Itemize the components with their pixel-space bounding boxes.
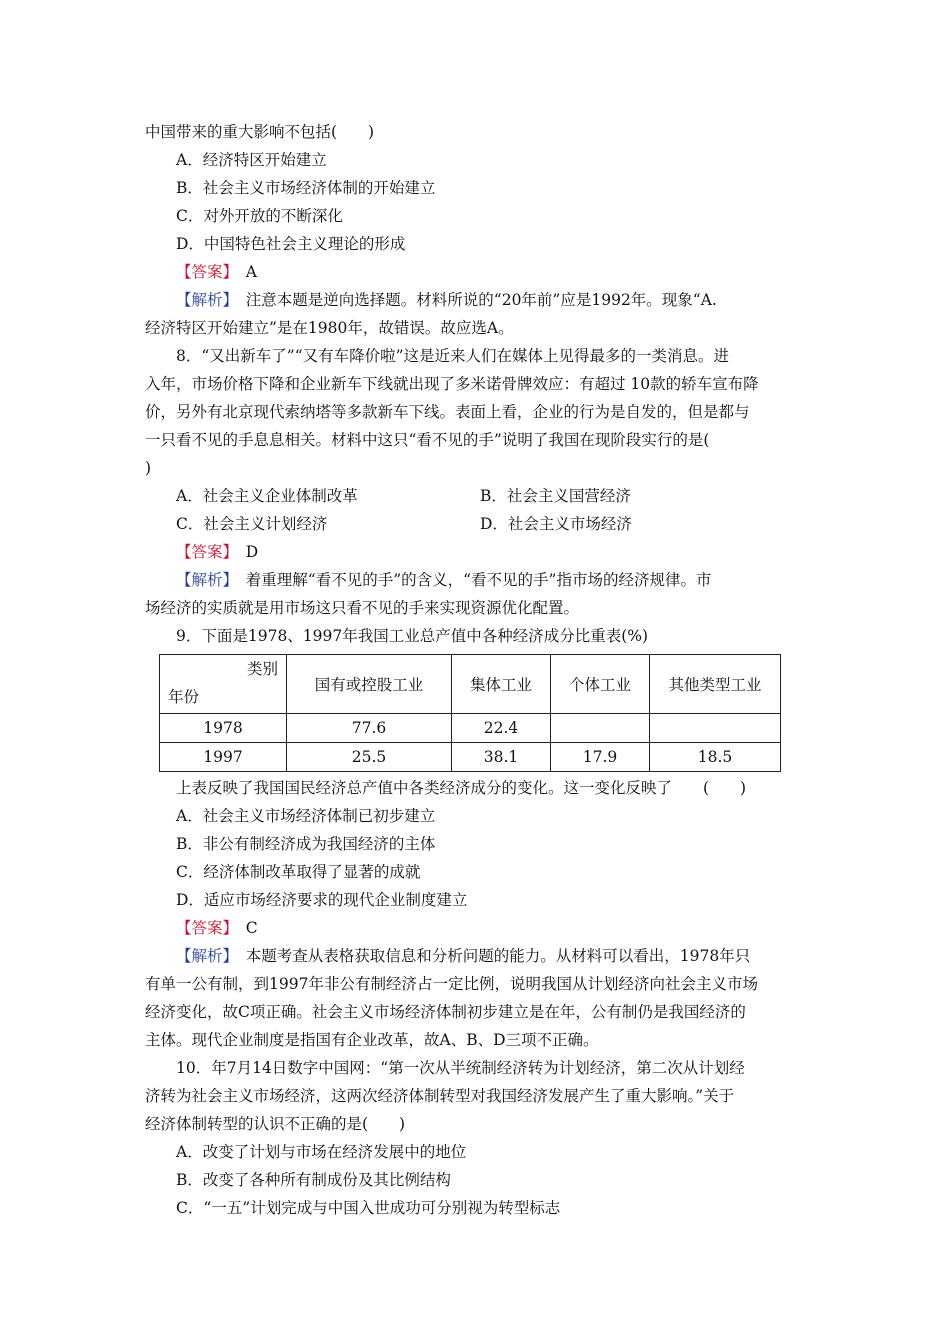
table-cell: 17.9 bbox=[551, 743, 650, 772]
q8-analysis-line2: 场经济的实质就是用市场这只看不见的手来实现资源优化配置。 bbox=[145, 599, 580, 617]
table-header-row bbox=[160, 655, 781, 714]
q7-analysis-line1 bbox=[145, 286, 810, 314]
corner-category: 类别 bbox=[246, 660, 278, 678]
q7-option-d: D．中国特色社会主义理论的形成 bbox=[176, 235, 406, 253]
header-state-owned: 国有或控股工业 bbox=[287, 655, 452, 714]
table-cell bbox=[551, 714, 650, 743]
q10-stem-line1: 10．年7月14日数字中国网：“第一次从半统制经济转为计划经济，第二次从计划经 bbox=[176, 1059, 745, 1077]
q10-option-c: C．“一五”计划完成与中国入世成功可分别视为转型标志 bbox=[176, 1199, 561, 1217]
table-cell: 77.6 bbox=[287, 714, 452, 743]
q8-analysis-line1 bbox=[145, 566, 810, 594]
q8-stem-line4: 一只看不见的手息息相关。材料中这只“看不见的手”说明了我国在现阶段实行的是( bbox=[145, 431, 710, 449]
q8-answer bbox=[145, 538, 810, 566]
analysis-text: 着重理解“看不见的手”的含义，“看不见的手”指市场的经济规律。市 bbox=[245, 571, 712, 589]
table-cell: 22.4 bbox=[452, 714, 551, 743]
answer-value: C bbox=[245, 919, 258, 937]
answer-tag: 【答案】 bbox=[176, 263, 231, 281]
header-other: 其他类型工业 bbox=[650, 655, 781, 714]
table-cell bbox=[650, 714, 781, 743]
header-collective: 集体工业 bbox=[452, 655, 551, 714]
q8-option-a: A．社会主义企业体制改革 bbox=[176, 487, 358, 505]
q8-stem-line2: 入年，市场价格下降和企业新车下线就出现了多米诺骨牌效应：有超过 10款的轿车宣布降 bbox=[145, 375, 759, 393]
table-cell: 1978 bbox=[160, 714, 287, 743]
q9-option-b: B．非公有制经济成为我国经济的主体 bbox=[176, 835, 436, 853]
analysis-text: 注意本题是逆向选择题。材料所说的“20年前”应是1992年。现象“A. bbox=[245, 291, 717, 309]
q8-stem-line1: 8．“又出新车了”“又有车降价啦”这是近来人们在媒体上见得最多的一类消息。进 bbox=[176, 347, 730, 365]
document-page bbox=[145, 118, 810, 1222]
q7-answer bbox=[145, 258, 810, 286]
table-corner-cell bbox=[160, 655, 287, 714]
q9-analysis-line1 bbox=[145, 942, 810, 970]
analysis-tag: 【解析】 bbox=[176, 947, 231, 965]
q7-analysis-line2: 经济特区开始建立”是在1980年，故错误。故应选A。 bbox=[145, 319, 514, 337]
analysis-tag: 【解析】 bbox=[176, 291, 231, 309]
q9-option-c: C．经济体制改革取得了显著的成就 bbox=[176, 863, 421, 881]
q9-stem-after: 上表反映了我国国民经济总产值中各类经济成分的变化。这一变化反映了 ( ) bbox=[176, 779, 747, 797]
q10-option-a: A．改变了计划与市场在经济发展中的地位 bbox=[176, 1143, 467, 1161]
q8-options-row1 bbox=[145, 482, 810, 510]
table-row bbox=[160, 743, 781, 772]
answer-tag: 【答案】 bbox=[176, 919, 231, 937]
table-cell: 25.5 bbox=[287, 743, 452, 772]
table-cell: 1997 bbox=[160, 743, 287, 772]
q7-stem-tail: 中国带来的重大影响不包括( ) bbox=[145, 123, 375, 141]
q8-stem-line5: ) bbox=[145, 459, 152, 477]
q8-stem-line3: 价，另外有北京现代索纳塔等多款新车下线。表面上看，企业的行为是自发的，但是都与 bbox=[145, 403, 750, 421]
table-cell: 18.5 bbox=[650, 743, 781, 772]
q9-data-table bbox=[159, 654, 781, 772]
q10-stem-line2: 济转为社会主义市场经济，这两次经济体制转型对我国经济发展产生了重大影响。”关于 bbox=[145, 1087, 735, 1105]
q8-option-d: D．社会主义市场经济 bbox=[480, 515, 632, 533]
table-cell: 38.1 bbox=[452, 743, 551, 772]
analysis-text: 本题考查从表格获取信息和分析问题的能力。从材料可以看出，1978年只 bbox=[245, 947, 751, 965]
q9-option-a: A．社会主义市场经济体制已初步建立 bbox=[176, 807, 436, 825]
q9-analysis-line4: 主体。现代企业制度是指国有企业改革，故A、B、D三项不正确。 bbox=[145, 1031, 599, 1049]
header-individual: 个体工业 bbox=[551, 655, 650, 714]
q9-analysis-line2: 有单一公有制，到1997年非公有制经济占一定比例，说明我国从计划经济向社会主义市场 bbox=[145, 975, 758, 993]
q7-option-b: B．社会主义市场经济体制的开始建立 bbox=[176, 179, 436, 197]
table-row bbox=[160, 714, 781, 743]
q9-analysis-line3: 经济变化，故C项正确。社会主义市场经济体制初步建立是在年，公有制仍是我国经济的 bbox=[145, 1003, 746, 1021]
q9-stem: 9．下面是1978、1997年我国工业总产值中各种经济成分比重表(%) bbox=[176, 627, 649, 645]
answer-value: A bbox=[245, 263, 257, 281]
q10-stem-line3: 经济体制转型的认识不正确的是( ) bbox=[145, 1115, 406, 1133]
corner-year: 年份 bbox=[168, 688, 200, 706]
q8-options-row2 bbox=[145, 510, 810, 538]
q7-option-c: C．对外开放的不断深化 bbox=[176, 207, 343, 225]
answer-tag: 【答案】 bbox=[176, 543, 231, 561]
q9-answer bbox=[145, 914, 810, 942]
q10-option-b: B．改变了各种所有制成份及其比例结构 bbox=[176, 1171, 451, 1189]
q9-option-d: D．适应市场经济要求的现代企业制度建立 bbox=[176, 891, 468, 909]
answer-value: D bbox=[245, 543, 259, 561]
q8-option-b: B．社会主义国营经济 bbox=[480, 487, 631, 505]
q8-option-c: C．社会主义计划经济 bbox=[176, 515, 328, 533]
analysis-tag: 【解析】 bbox=[176, 571, 231, 589]
q7-option-a: A．经济特区开始建立 bbox=[176, 151, 327, 169]
